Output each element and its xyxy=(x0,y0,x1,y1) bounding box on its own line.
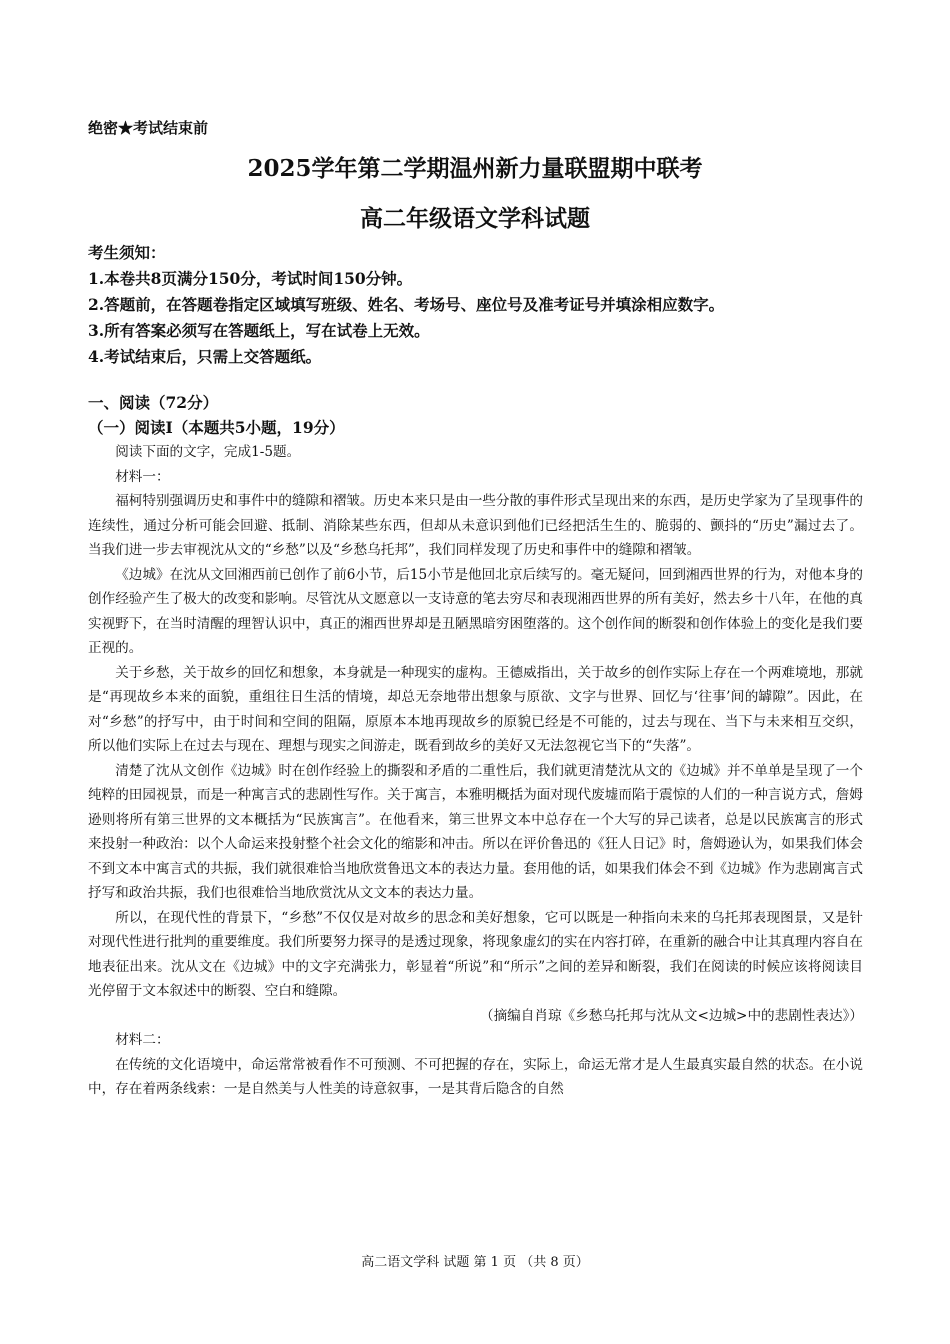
candidate-notice xyxy=(88,240,888,370)
paragraph: 清楚了沈从文创作《边城》时在创作经验上的撕裂和矛盾的二重性后，我们就更清楚沈从文的《边城》并不单单是呈现了一个纯粹的田园视景，而是一种寓言式的悲剧性写作。关于寓言，本雅明概括为面对现代废墟而陷于震惊的人们的一种言说方式，詹姆逊则将所有第三世界的文本概括为“民族寓言”。在他看来，第三世界文本中总存在一个大写的异己读者，总是以民族寓言的形式来投射一种政治：以个人命运来投射整个社会文化的缩影和冲击。所以在评价鲁迅的《狂人日记》时，詹姆逊认为，如果我们体会不到文本中寓言式的共振，我们就很难恰当地欣赏鲁迅文本的表达力量。套用他的话，如果我们体会不到《边城》作为悲剧寓言式抒写和政治共振，我们也很难恰当地欣赏沈从文文本的表达力量。 xyxy=(88,762,863,901)
exam-title: 2025学年第二学期温州新力量联盟期中联考 xyxy=(247,155,703,182)
exam-subtitle: 高二年级语文学科试题 xyxy=(360,205,590,232)
instruction: 阅读下面的文字，完成1-5题。 xyxy=(115,444,301,460)
paragraph: 关于乡愁，关于故乡的回忆和想象，本身就是一种现实的虚构。王德威指出，关于故乡的创作实际上存在一个两难境地，那就是“再现故乡本来的面貌，重组往日生活的情境，却总无奈地带出想象与原欲、文字与世界、回忆与‘往事’间的罅隙”。因此，在对“乡愁”的抒写中，由于时间和空间的阻隔，原原本本地再现故乡的原貌已经是不可能的，过去与现在、当下与未来相互交织，所以他们实际上在过去与现在、理想与现实之间游走，既看到故乡的美好又无法忽视它当下的“失落”。 xyxy=(88,664,863,754)
paragraph: 福柯特别强调历史和事件中的缝隙和褶皱。历史本来只是由一些分散的事件形式呈现出来的东西，是历史学家为了呈现事件的连续性，通过分析可能会回避、抵制、消除某些东西，但却从未意识到他们已经把活生生的、脆弱的、颤抖的“历史”漏过去了。当我们进一步去审视沈从文的“乡愁”以及“乡愁乌托邦”，我们同样发现了历史和事件中的缝隙和褶皱。 xyxy=(88,493,863,558)
notice-item: 2.答题前，在答题卷指定区域填写班级、姓名、考场号、座位号及准考证号并填涂相应数字。 xyxy=(88,295,725,314)
sub-section-title: （一）阅读Ⅰ（本题共5小题，19分） xyxy=(88,418,345,437)
material-label: 材料二： xyxy=(115,1032,170,1048)
notice-item: 1.本卷共8页满分150分，考试时间150分钟。 xyxy=(88,269,413,288)
material-label: 材料一： xyxy=(115,468,170,485)
notice-item: 4.考试结束后，只需上交答题纸。 xyxy=(88,347,322,366)
page-footer: 高二语文学科 试题 第 1 页 （共 8 页） xyxy=(361,1255,589,1270)
part-title: 一、阅读（72分） xyxy=(88,393,219,412)
paragraph: 《边城》在沈从文回湘西前已创作了前6小节，后15小节是他回北京后续写的。毫无疑问，回到湘西世界的行为，对他本身的创作经验产生了极大的改变和影响。尽管沈从文愿意以一支诗意的笔去穷尽和表现湘西世界的所有美好，然去乡十八年，在他的真实视野下，在当时清醒的理智认识中，真正的湘西世界却是丑陋黑暗穷困堕落的。这个创作间的断裂和创作体验上的变化是我们要正视的。 xyxy=(88,566,863,656)
notice-heading: 考生须知： xyxy=(88,243,166,262)
confidential-label: 绝密★考试结束前 xyxy=(88,119,209,137)
reading-passage xyxy=(88,440,863,1102)
paragraph: 在传统的文化语境中，命运常常被看作不可预测、不可把握的存在，实际上，命运无常才是人生最真实最自然的状态。在小说中，存在着两条线索：一是自然美与人性美的诗意叙事，一是其背后隐含的自然 xyxy=(88,1056,863,1097)
notice-item: 3.所有答案必须写在答题纸上，写在试卷上无效。 xyxy=(88,321,430,340)
paragraph: 所以，在现代性的背景下，“乡愁”不仅仅是对故乡的思念和美好想象，它可以既是一种指向未来的乌托邦表现图景，又是针对现代性进行批判的重要维度。我们所要努力探寻的是透过现象，将现象虚幻的实在内容打碎，在重新的融合中让其真理内容自在地表征出来。沈从文在《边城》中的文字充满张力，彰显着“所说”和“所示”之间的差异和断裂，我们在阅读的时候应该将阅读目光停留于文本叙述中的断裂、空白和缝隙。 xyxy=(88,909,863,999)
source-citation: （摘编自肖琼《乡愁乌托邦与沈从文<边城>中的悲剧性表达》） xyxy=(479,1007,863,1024)
